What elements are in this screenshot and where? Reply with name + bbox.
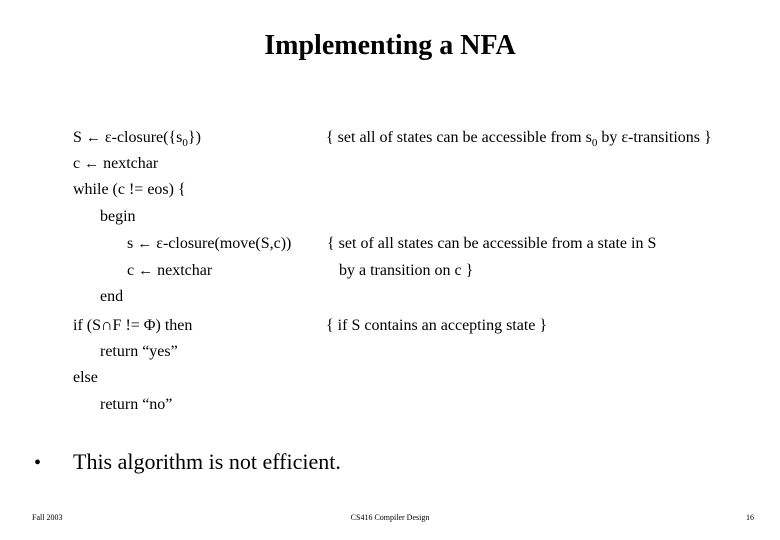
code-line-8: if (S∩F != Φ) then [73, 317, 193, 334]
code-line-1 [73, 129, 201, 149]
left-arrow-icon: ← [137, 236, 153, 252]
left-arrow-icon: ← [85, 130, 101, 146]
code-line-11: return “no” [100, 396, 173, 413]
code-line-9: return “yes” [100, 343, 178, 360]
code-line-6: c ← nextchar [127, 262, 213, 279]
code-line-3: while (c != eos) { [73, 181, 186, 198]
code-comment-8: { if S contains an accepting state } [326, 317, 548, 334]
footer-date: Fall 2003 [32, 513, 63, 522]
expression: $\varepsilon-closure(\{s_0\})$ [104, 129, 201, 150]
left-arrow-icon: ← [138, 263, 154, 279]
code-line-4: begin [100, 208, 136, 225]
code-comment-1: { set all of states can be accessible from $s_0$ by ε-transitions } [326, 129, 712, 150]
code-line-7: end [100, 288, 124, 305]
left-arrow-icon: ← [84, 156, 100, 172]
bullet-text: This algorithm is not efficient. [73, 449, 341, 474]
code-comment-5: { set of all states can be accessible from a state in S [327, 235, 657, 252]
variable: S [73, 129, 82, 146]
code-line-2: c ← nextchar [73, 155, 159, 172]
code-line-5: s ← ε-closure(move(S,c)) [127, 235, 292, 252]
bullet-icon: • [34, 452, 42, 474]
footer-course: CS416 Compiler Design [350, 513, 430, 522]
code-comment-6: by a transition on c } [339, 262, 474, 279]
code-line-10: else [73, 369, 98, 386]
slide-title: Implementing a NFA [264, 30, 516, 61]
footer-page-number: 16 [746, 513, 754, 522]
